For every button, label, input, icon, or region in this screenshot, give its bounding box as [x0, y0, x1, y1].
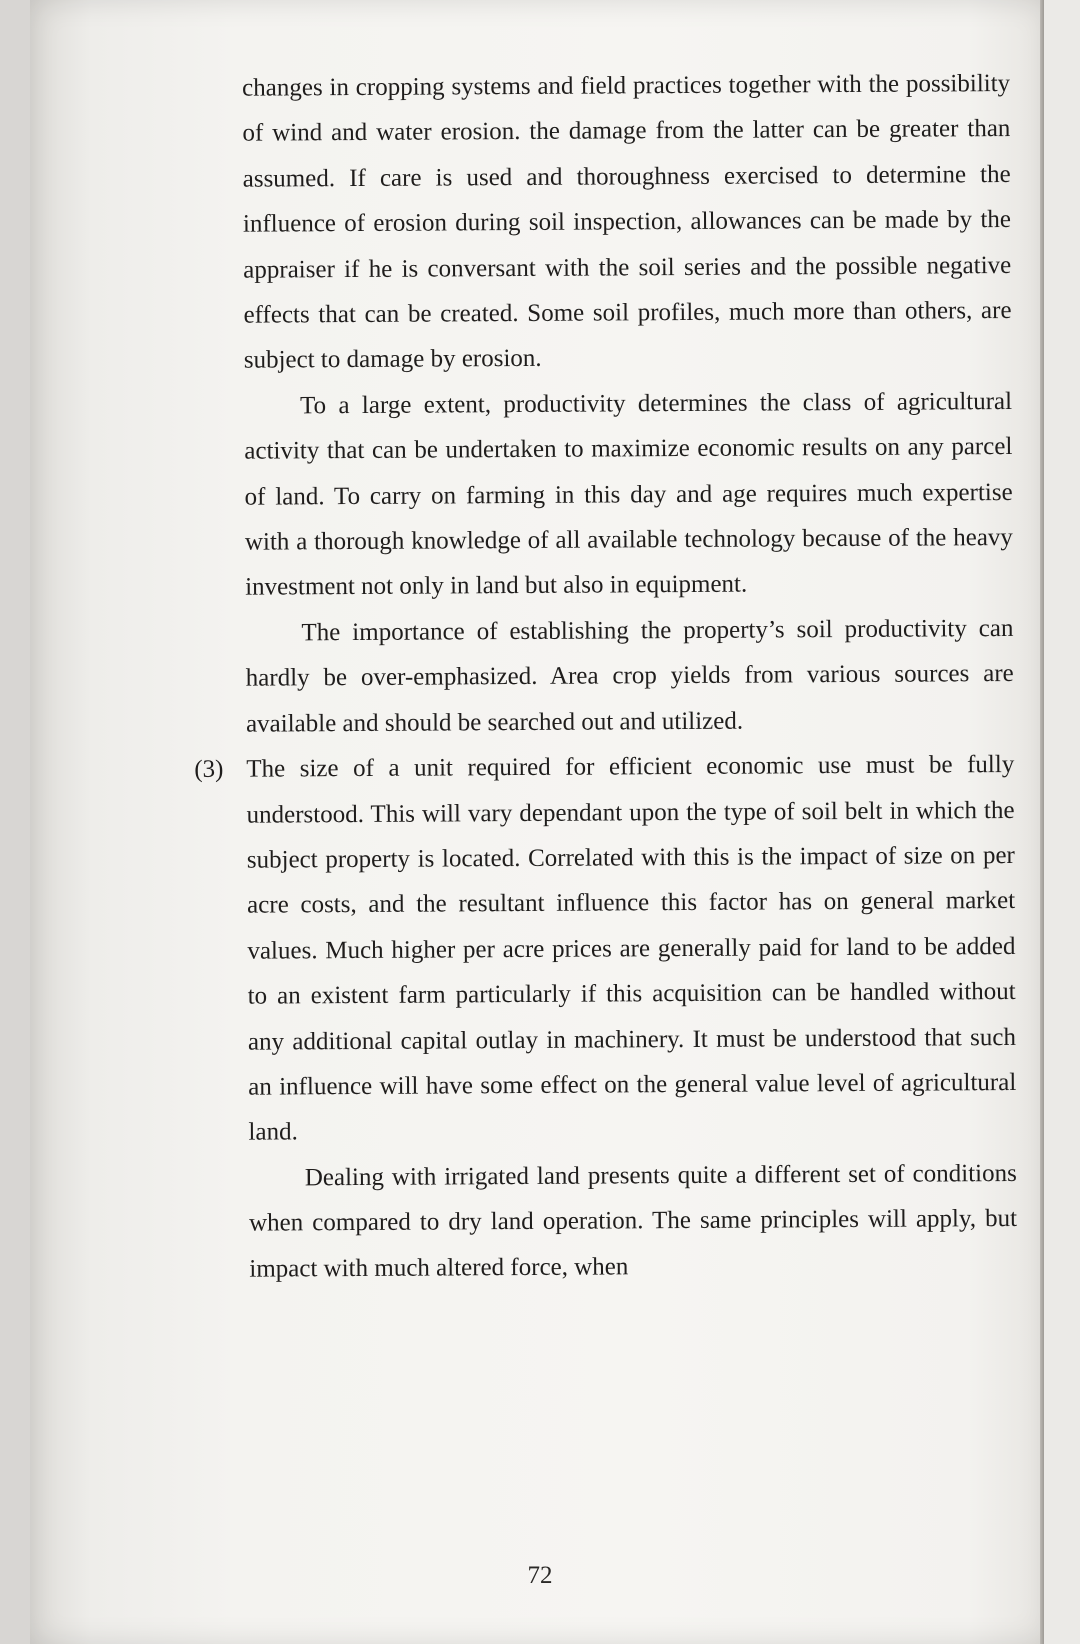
paragraph-soil-productivity: The importance of establishing the property’s soil productivity can hardly be over-emphasized. Area crop yields from various sources are available and should be searched out and utilized.	[245, 614, 1014, 738]
page-text-block	[190, 61, 1017, 1292]
list-item-text: The size of a unit required for efficient economic use must be fully understood. This will vary dependant upon the type of soil belt in which the subject property is located. Correlated with this is the impact of size on per acre costs, and the resultant influence this factor has on general market values. Much higher per acre prices are generally paid for land to be added to an existent farm particularly if this acquisition can be handled without any additional capital outlay in machinery. It must be understood that such an influence will have some effect on the general value level of agricultural land.	[246, 751, 1017, 1147]
list-item-3	[194, 742, 1016, 1156]
paragraph-productivity: To a large extent, productivity determines the class of agricultural activity that can be undertaken to maximize economic results on any parcel of land. To carry on farming in this day and age requires much expertise with a thorough knowledge of all available technology because of the heavy investment not only in land but also in equipment.	[244, 387, 1013, 602]
list-item-number: (3)	[194, 755, 224, 784]
page-number: 72	[527, 1562, 553, 1589]
page-background-margin	[1044, 0, 1080, 1644]
paragraph-irrigated-land: Dealing with irrigated land presents quite a different set of conditions when compared to dry land operation. The same principles will apply, but impact with much altered force, when	[248, 1159, 1018, 1283]
paragraph-erosion: changes in cropping systems and field practices together with the possibility of wind and water erosion. the damage from the latter can be greater than assumed. If care is used and thoroughness exercised to determine the influence of erosion during soil inspection, allowances can be made by the appraiser if he is conversant with the soil series and the possible negative effects that can be created. Some soil profiles, much more than others, are subject to damage by erosion.	[242, 69, 1012, 375]
